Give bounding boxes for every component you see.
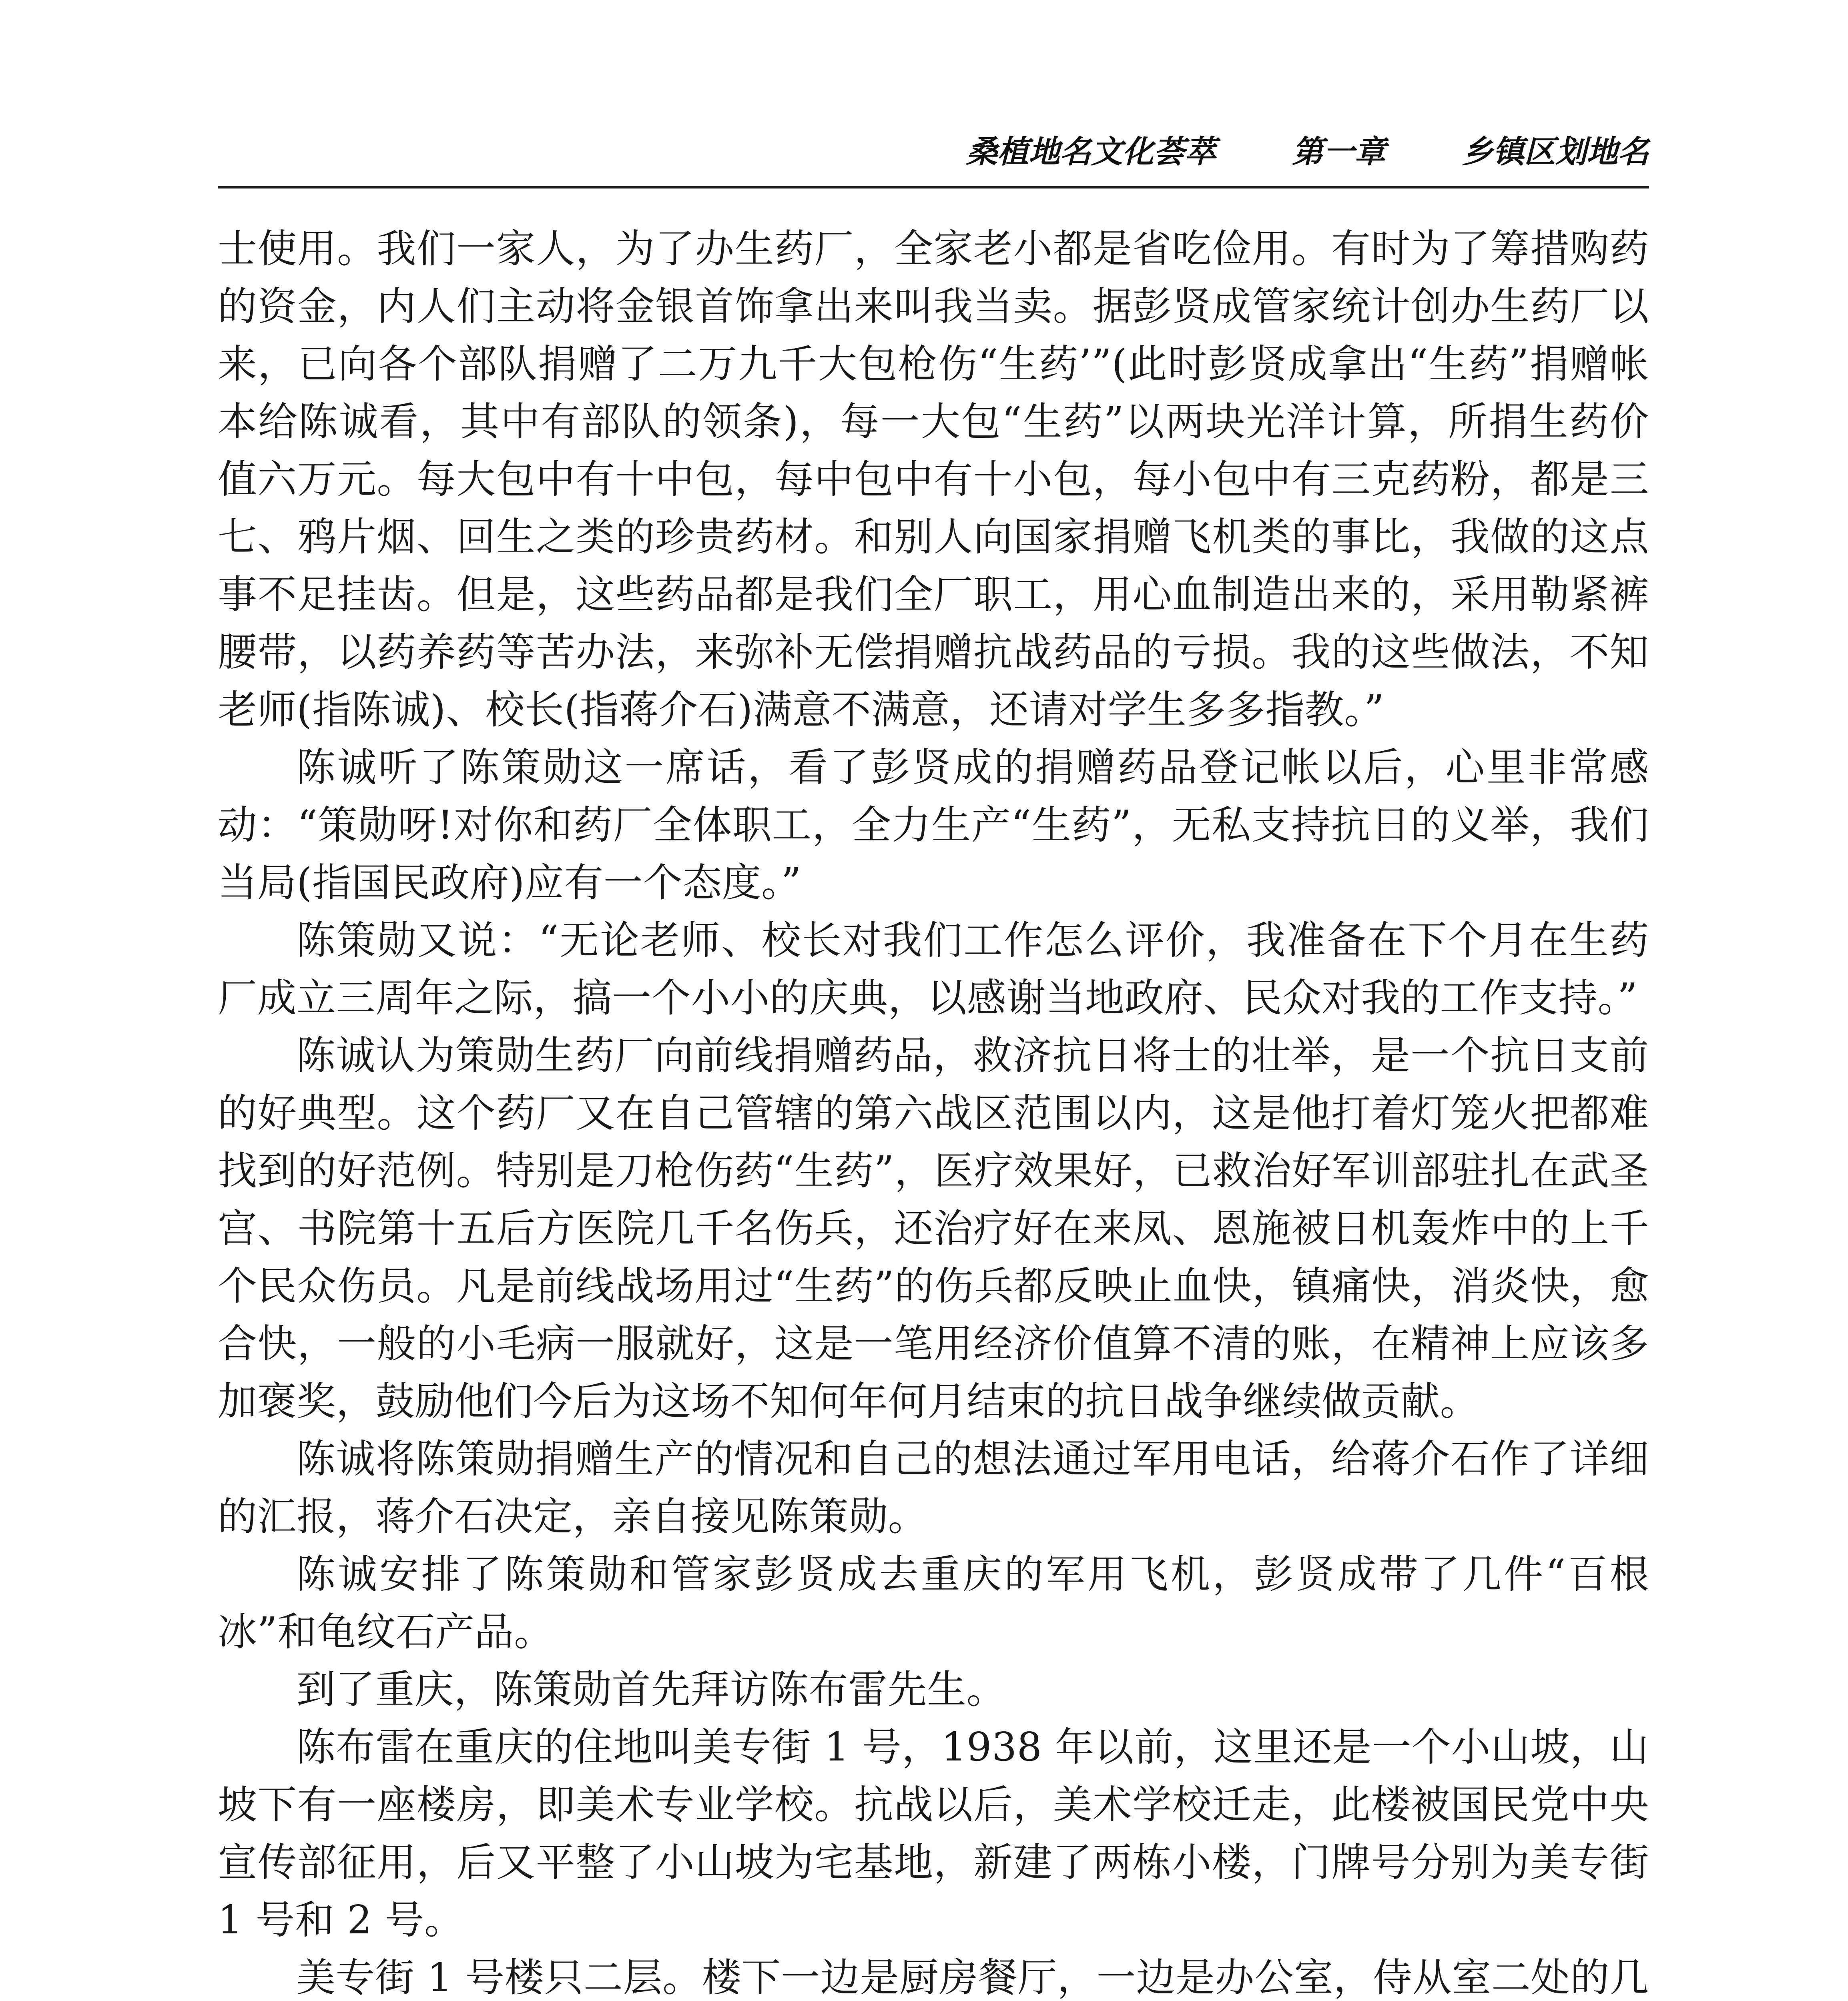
paragraph: 陈诚安排了陈策勋和管家彭贤成去重庆的军用飞机，彭贤成带了几件“百根冰”和龟纹石产品。 [218, 1552, 1649, 1655]
paragraph: 陈诚将陈策勋捐赠生产的情况和自己的想法通过军用电话，给蒋介石作了详细的汇报，蒋介石决定，亲自接见陈策勋。 [218, 1436, 1649, 1540]
paragraph-continued: 士使用。我们一家人，为了办生药厂，全家老小都是省吃俭用。有时为了筹措购药的资金，内人们主动将金银首饰拿出来叫我当卖。据彭贤成管家统计创办生药厂以来，已向各个部队捐赠了二万九千大包枪伤“生药’”(此时彭贤成拿出“生药”捐赠帐本给陈诚看，其中有部队的领条)，每一大包“生药”以两块光洋计算，所捐生药价值六万元。每大包中有十中包，每中包中有十小包，每小包中有三克药粉，都是三七、鸦片烟、回生之类的珍贵药材。和别人向国家捐赠飞机类的事比，我做的这点事不足挂齿。但是，这些药品都是我们全厂职工，用心血制造出来的，采用勒紧裤腰带，以药养药等苦办法，来弥补无偿捐赠抗战药品的亏损。我的这些做法，不知老师(指陈诚)、校长(指蒋介石)满意不满意，还请对学生多多指教。” [218, 226, 1649, 733]
paragraph: 陈诚听了陈策勋这一席话，看了彭贤成的捐赠药品登记帐以后，心里非常感动：“策勋呀!对你和药厂全体职工，全力生产“生药”，无私支持抗日的义举，我们当局(指国民政府)应有一个态度。” [218, 745, 1649, 906]
paragraph: 陈策勋又说：“无论老师、校长对我们工作怎么评价，我准备在下个月在生药厂成立三周年之际，搞一个小小的庆典，以感谢当地政府、民众对我的工作支持。” [218, 918, 1649, 1021]
body-text [218, 220, 1649, 2001]
header-chapter: 第一章 [1292, 134, 1386, 170]
paragraph: 陈诚认为策勋生药厂向前线捐赠药品，救济抗日将士的壮举，是一个抗日支前的好典型。这个药厂又在自己管辖的第六战区范围以内，这是他打着灯笼火把都难找到的好范例。特别是刀枪伤药“生药”，医疗效果好，已救治好军训部驻扎在武圣宫、书院第十五后方医院几千名伤兵，还治疗好在来凤、恩施被日机轰炸中的上千个民众伤员。凡是前线战场用过“生药”的伤兵都反映止血快，镇痛快，消炎快，愈合快，一般的小毛病一服就好，这是一笔用经济价值算不清的账，在精神上应该多加褒奖，鼓励他们今后为这场不知何年何月结束的抗日战争继续做贡献。 [218, 1033, 1649, 1424]
header-book-title: 桑植地名文化荟萃 [966, 134, 1216, 170]
paragraph: 到了重庆，陈策勋首先拜访陈布雷先生。 [296, 1667, 1006, 1712]
paragraph: 美专街 1 号楼只二层。楼下一边是厨房餐厅，一边是办公室，侍从室二处的几 [296, 1955, 1649, 2001]
header-rule [218, 186, 1649, 188]
paragraph: 陈布雷在重庆的住地叫美专街 1 号，1938 年以前，这里还是一个小山坡，山坡下有一座楼房，即美术专业学校。抗战以后，美术学校迁走，此楼被国民党中央宣传部征用，后又平整了小山坡为宅基地，新建了两栋小楼，门牌号分别为美专街 1 号和 2 号。 [218, 1724, 1649, 1943]
running-header [218, 132, 1649, 172]
header-section: 乡镇区划地名 [1461, 134, 1649, 170]
